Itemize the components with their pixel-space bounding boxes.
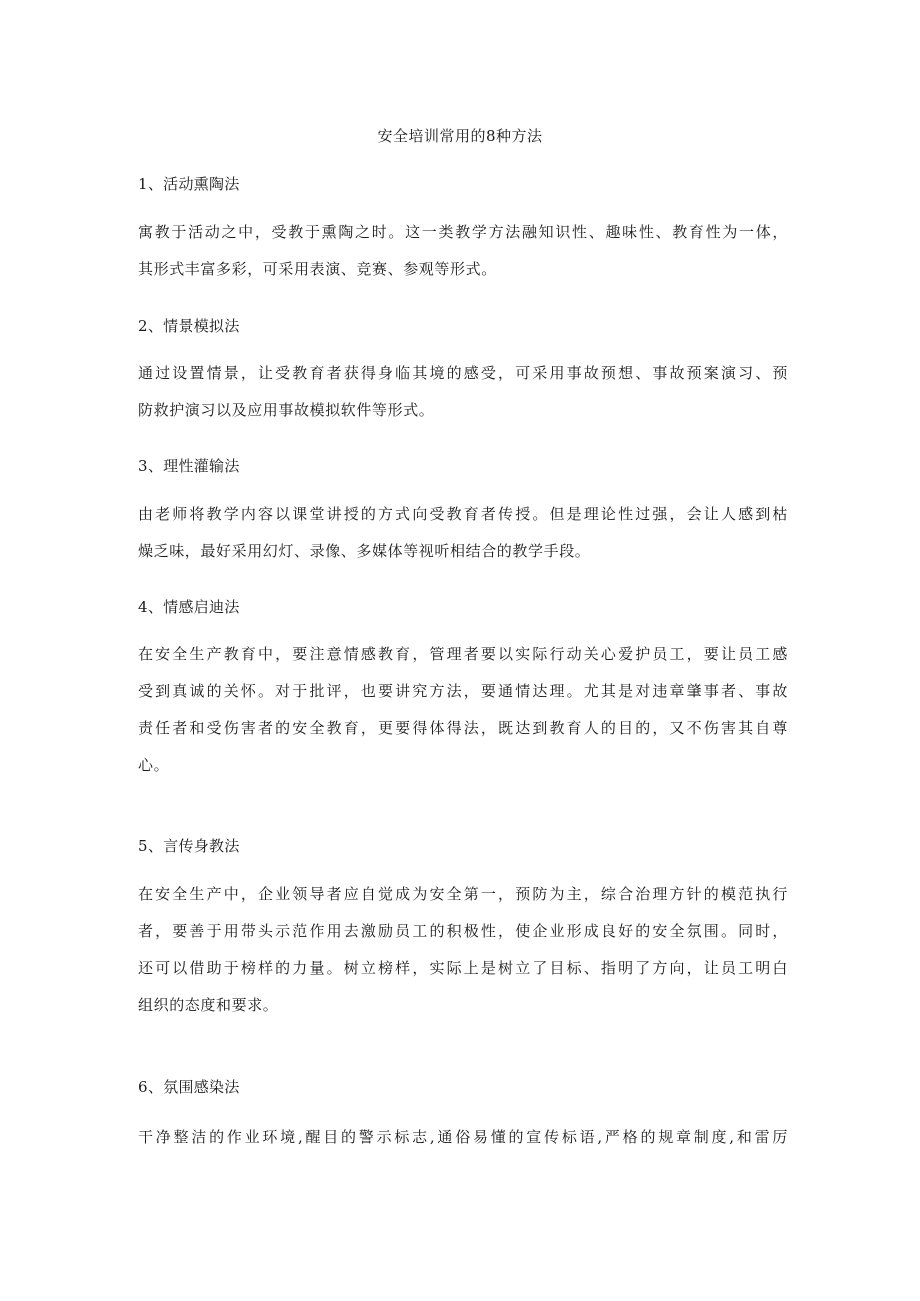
section-3-line-2: 燥乏味，最好采用幻灯、录像、多媒体等视听相结合的教学手段。 (138, 542, 591, 560)
section-4-line-4: 心。 (138, 756, 170, 774)
section-4-body (138, 636, 788, 784)
section-5-body (138, 876, 788, 1024)
section-2-body (138, 355, 788, 429)
section-4-heading: 4、情感启迪法 (138, 598, 240, 616)
section-5-line-4: 组织的态度和要求。 (138, 996, 279, 1014)
section-5-line-2: 者，要善于用带头示范作用去激励员工的积极性，使企业形成良好的安全氛围。同时， (138, 922, 788, 940)
section-3-heading: 3、理性灌输法 (138, 457, 240, 475)
section-2-line-1: 通过设置情景，让受教育者获得身临其境的感受，可采用事故预想、事故预案演习、预 (138, 364, 788, 382)
section-3-body (138, 496, 788, 570)
section-2-line-2: 防救护演习以及应用事故模拟软件等形式。 (138, 401, 435, 419)
section-5-line-1: 在安全生产中，企业领导者应自觉成为安全第一，预防为主，综合治理方针的模范执行 (138, 885, 788, 903)
section-6-body (138, 1119, 788, 1156)
section-5-heading: 5、言传身教法 (138, 837, 240, 855)
section-2-heading: 2、情景模拟法 (138, 317, 240, 335)
section-4-line-3: 责任者和受伤害者的安全教育，更要得体得法，既达到教育人的目的，又不伤害其自尊 (138, 719, 788, 737)
section-3-line-1: 由老师将教学内容以课堂讲授的方式向受教育者传授。但是理论性过强，会让人感到枯 (138, 505, 788, 523)
section-6-heading: 6、氛围感染法 (138, 1078, 240, 1096)
section-1-heading: 1、活动熏陶法 (138, 175, 240, 193)
section-4-line-1: 在安全生产教育中，要注意情感教育，管理者要以实际行动关心爱护员工，要让员工感 (138, 645, 788, 663)
section-4-line-2: 受到真诚的关怀。对于批评，也要讲究方法，要通情达理。尤其是对违章肇事者、事故 (138, 682, 788, 700)
section-6-line-1: 干净整洁的作业环境,醒目的警示标志,通俗易懂的宣传标语,严格的规章制度,和雷厉 (138, 1128, 788, 1146)
section-1-line-2: 其形式丰富多彩，可采用表演、竞赛、参观等形式。 (138, 260, 497, 278)
section-1-body (138, 214, 788, 288)
section-5-line-3: 还可以借助于榜样的力量。树立榜样，实际上是树立了目标、指明了方向，让员工明白 (138, 959, 788, 977)
section-1-line-1: 寓教于活动之中，受教于熏陶之时。这一类教学方法融知识性、趣味性、教育性为一体， (138, 223, 788, 241)
document-title: 安全培训常用的8种方法 (377, 127, 543, 145)
